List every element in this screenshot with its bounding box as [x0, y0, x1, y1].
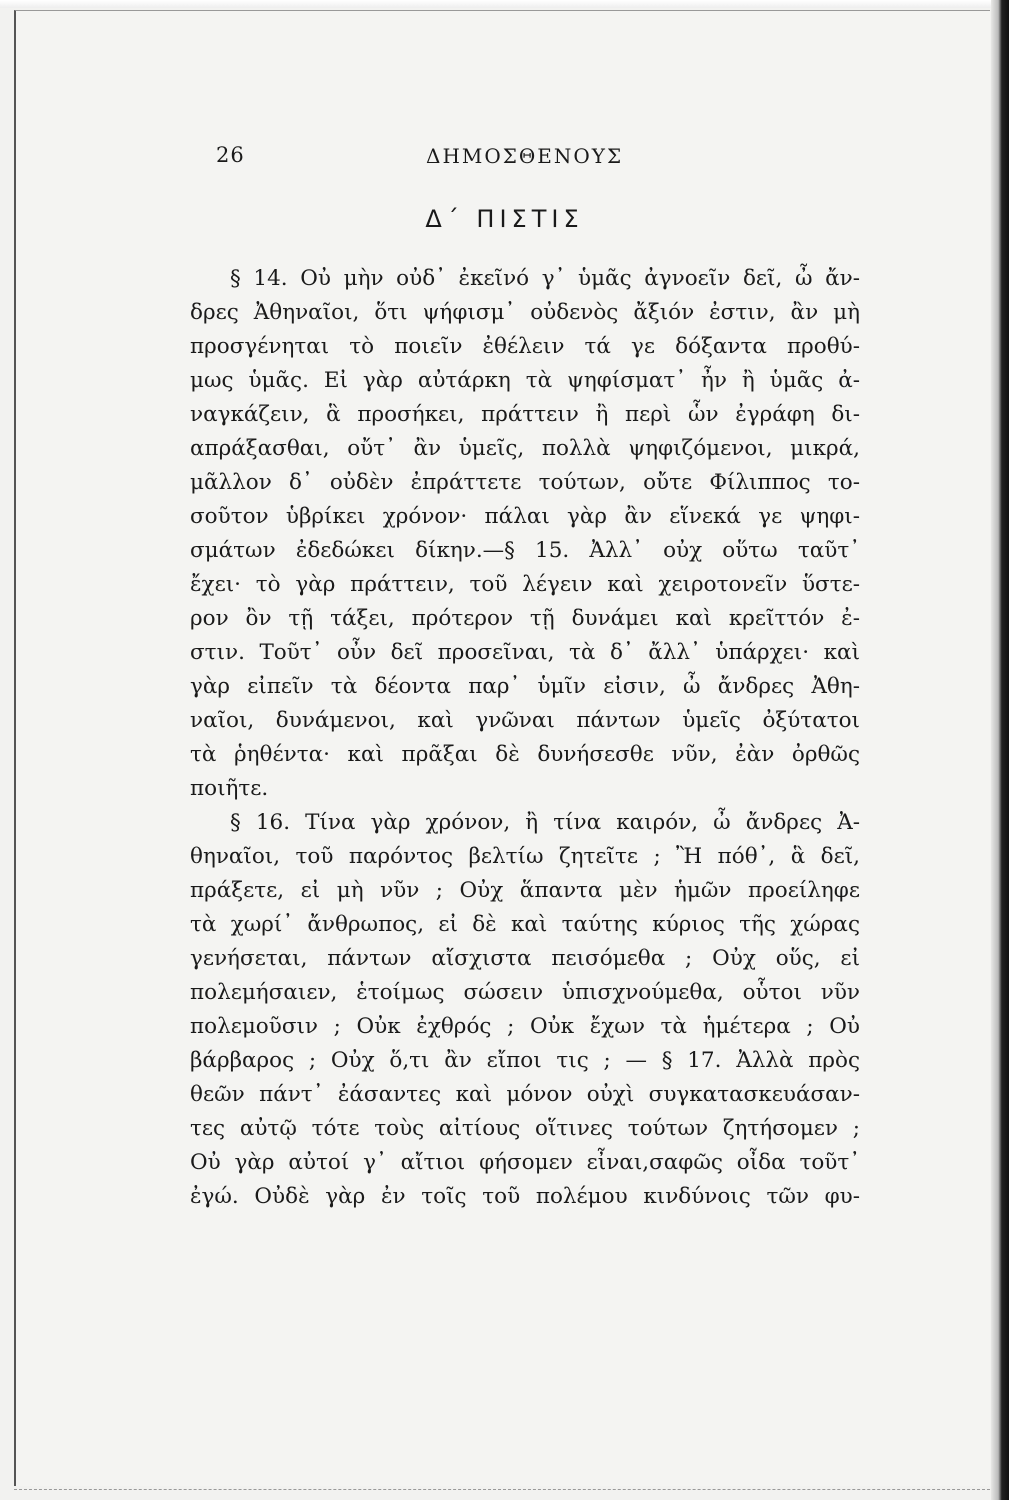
text-line: τες αὐτῷ τότε τοὺς αἰτίους οἵτινες τούτων ζητήσομεν ; — [190, 1116, 860, 1141]
text-line: ποιῆτε. — [190, 776, 269, 801]
text-line: μᾶλλον δ᾽ οὐδὲν ἐπράττετε τούτων, οὔτε Φίλιππος το- — [190, 470, 860, 495]
text-line: Οὐ γὰρ αὐτοί γ᾽ αἴτιοι φήσομεν εἶναι,σαφῶς οἶδα τοῦτ᾽ — [190, 1150, 860, 1175]
page-top-edge — [0, 0, 1009, 8]
text-line: ναγκάζειν, ἃ προσήκει, πράττειν ἢ περὶ ὧν ἐγράφη δι- — [190, 402, 860, 427]
running-title: ΔΗΜΟΣΘΕΝΟΥΣ — [426, 144, 624, 168]
body-text — [190, 262, 860, 1214]
paragraph-2 — [190, 806, 860, 1214]
section-heading: Δ΄ ΠΙΣΤΙΣ — [425, 205, 584, 233]
text-line: πολεμήσαιεν, ἑτοίμως σώσειν ὑπισχνούμεθα, οὗτοι νῦν — [190, 980, 860, 1005]
text-line: απράξασθαι, οὔτ᾽ ἂν ὑμεῖς, πολλὰ ψηφιζόμενοι, μικρά, — [190, 436, 860, 461]
text-line: πολεμοῦσιν ; Οὐκ ἐχθρός ; Οὐκ ἔχων τὰ ἡμέτερα ; Οὐ — [190, 1014, 860, 1039]
text-line: προσγένηται τὸ ποιεῖν ἐθέλειν τά γε δόξαντα προθύ- — [190, 334, 860, 359]
text-line: σμάτων ἐδεδώκει δίκην.—§ 15. Ἀλλ᾽ οὐχ οὕτω ταῦτ᾽ — [190, 538, 860, 563]
text-line: στιν. Τοῦτ᾽ οὖν δεῖ προσεῖναι, τὰ δ᾽ ἄλλ᾽ ὑπάρχει· καὶ — [190, 640, 860, 665]
text-line: θηναῖοι, τοῦ παρόντος βελτίω ζητεῖτε ; Ἢ πόθ᾽, ἃ δεῖ, — [190, 844, 860, 869]
text-line: γενήσεται, πάντων αἴσχιστα πεισόμεθα ; Οὐχ οὕς, εἰ — [190, 946, 860, 971]
text-line: § 16. Τίνα γὰρ χρόνον, ἢ τίνα καιρόν, ὦ ἄνδρες Ἀ- — [230, 810, 860, 835]
text-line: θεῶν πάντ᾽ ἐάσαντες καὶ μόνον οὐχὶ συγκατασκευάσαν- — [190, 1082, 860, 1107]
text-line: ρον ὂν τῇ τάξει, πρότερον τῇ δυνάμει καὶ κρεῖττόν ἐ- — [190, 606, 860, 631]
text-line: ἐγώ. Οὐδὲ γὰρ ἐν τοῖς τοῦ πολέμου κινδύνοις τῶν φυ- — [190, 1184, 860, 1209]
text-line: πράξετε, εἰ μὴ νῦν ; Οὐχ ἅπαντα μὲν ἡμῶν προείληφε — [190, 878, 860, 903]
text-line: γὰρ εἰπεῖν τὰ δέοντα παρ᾽ ὑμῖν εἰσιν, ὦ ἄνδρες Ἀθη- — [190, 674, 860, 699]
text-line: τὰ χωρί᾽ ἄνθρωπος, εἰ δὲ καὶ ταύτης κύριος τῆς χώρας — [190, 912, 860, 937]
paragraph-1 — [190, 262, 860, 806]
text-line: ναῖοι, δυνάμενοι, καὶ γνῶναι πάντων ὑμεῖς ὀξύτατοι — [190, 708, 860, 733]
text-line: βάρβαρος ; Οὐχ ὅ,τι ἂν εἴποι τις ; — § 17. Ἀλλὰ πρὸς — [190, 1048, 860, 1073]
page-number: 26 — [216, 143, 245, 167]
text-line: § 14. Οὐ μὴν οὐδ᾽ ἐκεῖνό γ᾽ ὑμᾶς ἀγνοεῖν δεῖ, ὦ ἄν- — [230, 266, 860, 291]
page-header — [216, 143, 856, 173]
page-bottom-edge — [14, 1489, 990, 1494]
text-line: μως ὑμᾶς. Εἰ γὰρ αὐτάρκη τὰ ψηφίσματ᾽ ἦν ἢ ὑμᾶς ἀ- — [190, 368, 860, 393]
text-line: δρες Ἀθηναῖοι, ὅτι ψήφισμ᾽ οὐδενὸς ἄξιόν ἐστιν, ἂν μὴ — [190, 300, 860, 325]
text-line: ἔχει· τὸ γὰρ πράττειν, τοῦ λέγειν καὶ χειροτονεῖν ὕστε- — [190, 572, 860, 597]
text-line: σοῦτον ὑβρίκει χρόνον· πάλαι γὰρ ἂν εἵνεκά γε ψηφι- — [190, 504, 860, 529]
text-line: τὰ ῥηθέντα· καὶ πρᾶξαι δὲ δυνήσεσθε νῦν, ἐὰν ὀρθῶς — [190, 742, 860, 767]
